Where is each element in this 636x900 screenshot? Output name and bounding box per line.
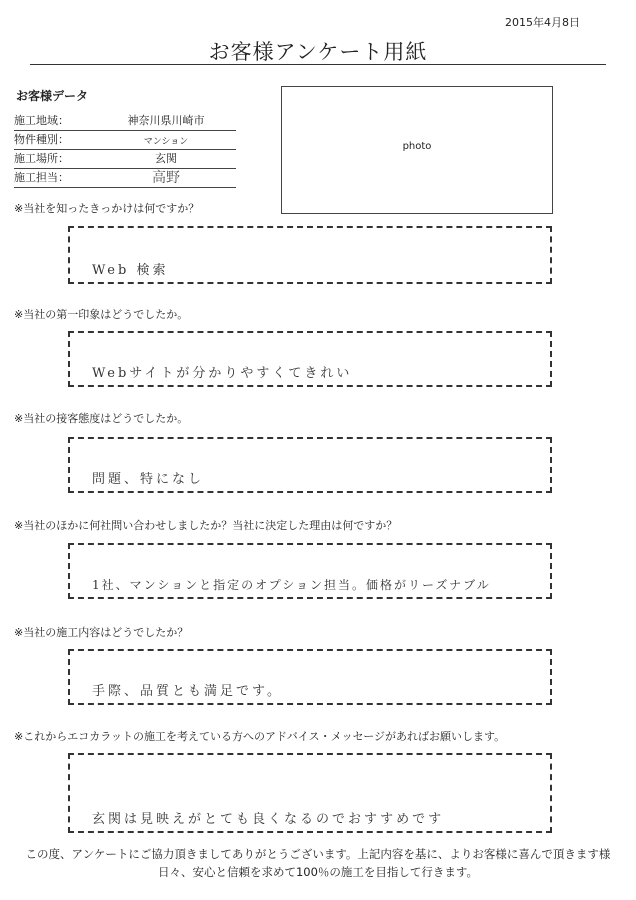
customer-data-heading: お客様データ	[16, 89, 89, 103]
question-6: ※これからエコカラットの施工を考えている方へのアドバイス・メッセージがあればお願いします。	[14, 730, 506, 743]
page-title: お客様アンケート用紙	[208, 40, 428, 64]
question-1: ※当社を知ったきっかけは何ですか？	[14, 202, 200, 215]
photo-label: photo	[402, 141, 432, 152]
question-2: ※当社の第一印象はどうでしたか。	[14, 308, 189, 321]
info-value: マンション	[143, 137, 189, 147]
info-row-property-type	[14, 131, 236, 150]
answer-4: 1社、マンションと指定のオプション担当。価格がリーズナブル	[92, 578, 491, 592]
info-label: 施工担当：	[14, 171, 69, 184]
info-label: 施工場所：	[14, 152, 69, 165]
answer-box-4	[68, 543, 552, 599]
answer-1: Web 検索	[92, 263, 169, 278]
answer-box-1	[68, 226, 552, 284]
customer-info-table	[14, 112, 236, 188]
question-5: ※当社の施工内容はどうでしたか？	[14, 626, 189, 639]
answer-2: Webサイトが分かりやすくてきれい	[92, 366, 353, 381]
survey-date: 2015年4月8日	[505, 16, 580, 29]
answer-3: 問題、特になし	[92, 472, 205, 487]
info-value: 玄関	[155, 152, 177, 165]
info-value-handwritten: 高野	[152, 170, 180, 186]
answer-box-5	[68, 649, 552, 705]
answer-5: 手際、品質とも満足です。	[92, 684, 283, 699]
answer-6: 玄関は見映えがとても良くなるのでおすすめです	[92, 812, 445, 827]
question-3: ※当社の接客態度はどうでしたか。	[14, 412, 189, 425]
info-row-area	[14, 112, 236, 131]
footer-line-2: 日々、安心と信頼を求めて100％の施工を目指して行きます。	[157, 865, 479, 879]
answer-box-2	[68, 331, 552, 387]
info-value: 神奈川県川崎市	[127, 114, 205, 127]
answer-box-6	[68, 753, 552, 833]
footer-line-1: この度、アンケートにご協力頂きましてありがとうございます。上記内容を基に、よりお客様に喜んで頂きます様	[25, 847, 611, 861]
photo-frame	[281, 86, 553, 214]
title-underline	[30, 64, 606, 65]
answer-box-3	[68, 437, 552, 493]
info-row-staff	[14, 169, 236, 188]
info-label: 施工地域：	[14, 114, 69, 127]
info-label: 物件種別：	[14, 133, 69, 146]
question-4: ※当社のほかに何社問い合わせしましたか？当社に決定した理由は何ですか？	[14, 519, 398, 532]
